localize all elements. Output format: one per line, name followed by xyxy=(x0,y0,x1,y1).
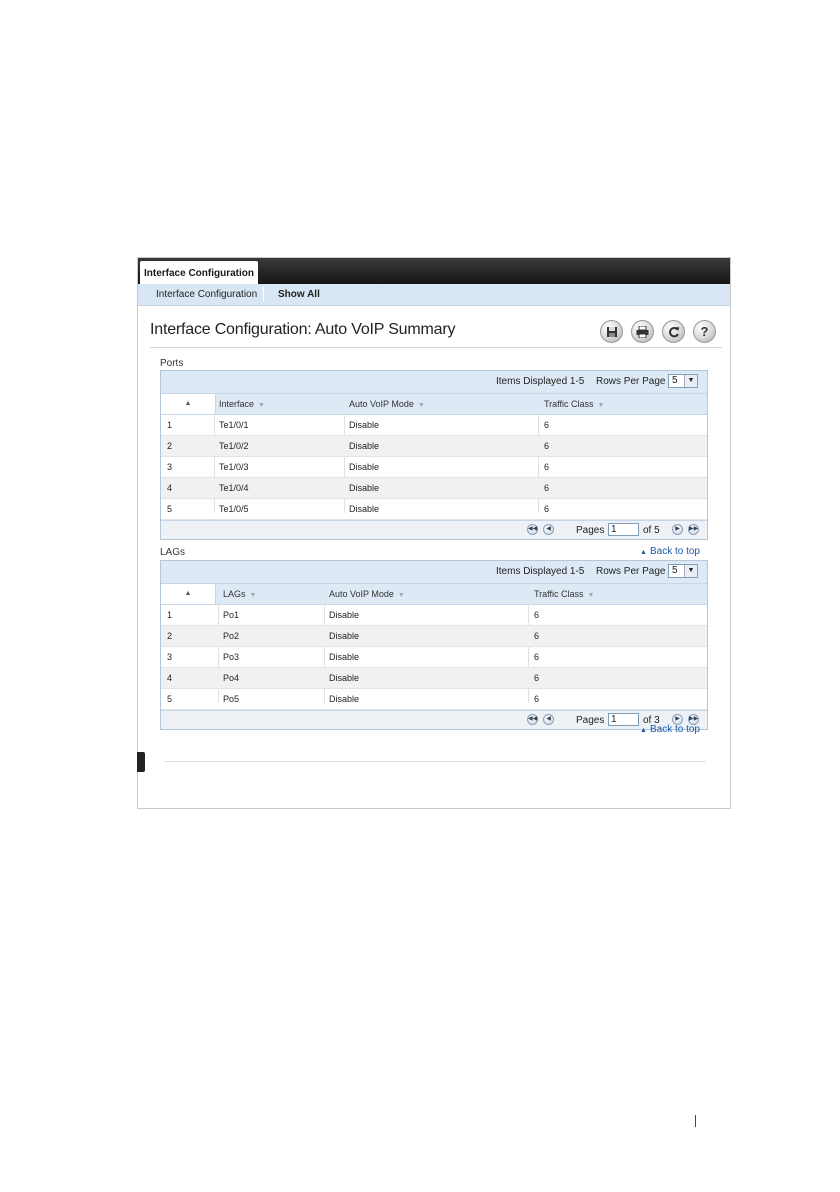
table-row[interactable] xyxy=(161,626,707,647)
row-traffic-class: 6 xyxy=(544,420,550,430)
row-auto-voip-mode: Disable xyxy=(349,441,380,451)
ports-header-traffic-class[interactable] xyxy=(544,394,604,414)
first-page-icon[interactable]: ◀◀ xyxy=(527,714,538,725)
toolbar-icons xyxy=(600,320,716,343)
page-margin-rule xyxy=(695,1115,696,1127)
row-interface: Te1/0/2 xyxy=(219,441,249,451)
table-row[interactable] xyxy=(161,436,707,457)
table-row[interactable] xyxy=(161,457,707,478)
side-edge-tab xyxy=(137,752,145,772)
help-icon[interactable]: ? xyxy=(693,320,716,343)
tab-interface-configuration[interactable]: Interface Configuration xyxy=(140,261,258,284)
row-lag: Po2 xyxy=(223,631,240,641)
sort-down-icon: ▼ xyxy=(258,402,265,409)
row-traffic-class: 6 xyxy=(544,504,550,514)
last-page-icon[interactable]: ▶▶ xyxy=(688,714,699,725)
back-to-top-label: Back to top xyxy=(649,724,700,735)
bottom-divider xyxy=(164,761,706,762)
row-interface: Te1/0/4 xyxy=(219,483,249,493)
lags-pages-label: Pages xyxy=(576,715,605,726)
chevron-down-icon[interactable]: ▼ xyxy=(684,565,697,577)
refresh-icon[interactable] xyxy=(662,320,685,343)
ports-rows-per-page-value: 5 xyxy=(672,375,678,386)
row-auto-voip-mode: Disable xyxy=(329,631,360,641)
print-icon[interactable] xyxy=(631,320,654,343)
row-index: 3 xyxy=(167,462,173,472)
row-lag: Po4 xyxy=(223,673,240,683)
lags-table xyxy=(160,560,708,730)
next-page-icon[interactable]: ▶ xyxy=(672,714,683,725)
row-traffic-class: 6 xyxy=(544,462,550,472)
row-index: 1 xyxy=(167,420,173,430)
ports-page-input[interactable]: 1 xyxy=(608,523,639,536)
ports-table-header xyxy=(161,394,707,415)
row-traffic-class: 6 xyxy=(544,441,550,451)
back-to-top-link-bottom[interactable] xyxy=(640,724,700,735)
lags-pagination xyxy=(161,710,707,729)
row-auto-voip-mode: Disable xyxy=(329,652,360,662)
ports-items-displayed: Items Displayed 1-5 xyxy=(496,376,585,387)
row-auto-voip-mode: Disable xyxy=(349,483,380,493)
next-page-icon[interactable]: ▶ xyxy=(672,524,683,535)
row-index: 4 xyxy=(167,673,173,683)
ports-header-auto-voip-mode-label: Auto VoIP Mode xyxy=(349,399,414,409)
lags-page-input[interactable]: 1 xyxy=(608,713,639,726)
row-traffic-class: 6 xyxy=(534,673,540,683)
lags-header-auto-voip-mode-label: Auto VoIP Mode xyxy=(329,589,394,599)
last-page-icon[interactable]: ▶▶ xyxy=(688,524,699,535)
lags-page-count: of 3 xyxy=(643,715,660,726)
row-interface: Te1/0/3 xyxy=(219,462,249,472)
table-row[interactable] xyxy=(161,668,707,689)
row-auto-voip-mode: Disable xyxy=(349,420,380,430)
row-index: 1 xyxy=(167,610,173,620)
back-to-top-link[interactable] xyxy=(640,546,700,557)
lags-table-toolbar xyxy=(161,561,707,584)
subnav-interface-configuration[interactable]: Interface Configuration xyxy=(156,289,258,300)
back-to-top-label: Back to top xyxy=(649,546,700,557)
app-window xyxy=(137,257,731,809)
ports-header-auto-voip-mode[interactable] xyxy=(349,394,425,414)
row-index: 5 xyxy=(167,504,173,514)
table-row[interactable] xyxy=(161,499,707,520)
arrow-up-icon: ▲ xyxy=(640,549,647,556)
sort-down-icon: ▼ xyxy=(397,592,405,599)
lags-table-header xyxy=(161,584,707,605)
ports-index-sort-header[interactable]: ▲ xyxy=(161,394,216,414)
row-auto-voip-mode: Disable xyxy=(329,610,360,620)
row-index: 3 xyxy=(167,652,173,662)
table-row[interactable] xyxy=(161,647,707,668)
lags-section-label: LAGs xyxy=(160,547,186,558)
row-index: 2 xyxy=(167,631,173,641)
row-auto-voip-mode: Disable xyxy=(349,462,380,472)
table-row[interactable] xyxy=(161,689,707,710)
lags-header-traffic-class-label: Traffic Class xyxy=(534,589,584,599)
title-divider xyxy=(150,347,722,348)
lags-header-lags-label: LAGs xyxy=(223,589,246,599)
chevron-down-icon[interactable]: ▼ xyxy=(684,375,697,387)
ports-header-interface[interactable] xyxy=(219,394,265,414)
ports-page-count: of 5 xyxy=(643,525,660,536)
row-traffic-class: 6 xyxy=(534,694,540,704)
row-lag: Po5 xyxy=(223,694,240,704)
row-auto-voip-mode: Disable xyxy=(349,504,380,514)
sort-down-icon: ▼ xyxy=(597,402,605,409)
ports-rows-per-page-label: Rows Per Page xyxy=(596,376,666,387)
table-row[interactable] xyxy=(161,605,707,626)
ports-pages-label: Pages xyxy=(576,525,605,536)
table-row[interactable] xyxy=(161,415,707,436)
first-page-icon[interactable]: ◀◀ xyxy=(527,524,538,535)
sort-down-icon: ▼ xyxy=(587,592,595,599)
lags-items-displayed: Items Displayed 1-5 xyxy=(496,566,585,577)
sort-down-icon: ▼ xyxy=(417,402,425,409)
ports-table xyxy=(160,370,708,540)
arrow-up-icon: ▲ xyxy=(640,727,647,734)
ports-rows-per-page-select[interactable] xyxy=(668,374,698,388)
ports-table-toolbar xyxy=(161,371,707,394)
row-lag: Po1 xyxy=(223,610,240,620)
lags-header-auto-voip-mode[interactable] xyxy=(329,584,405,604)
lags-rows-per-page-label: Rows Per Page xyxy=(596,566,666,577)
row-traffic-class: 6 xyxy=(544,483,550,493)
row-auto-voip-mode: Disable xyxy=(329,694,360,704)
row-auto-voip-mode: Disable xyxy=(329,673,360,683)
row-traffic-class: 6 xyxy=(534,610,540,620)
lags-header-traffic-class[interactable] xyxy=(534,584,594,604)
top-tab-bar xyxy=(138,258,730,284)
save-icon[interactable] xyxy=(600,320,623,343)
subnav-show-all[interactable]: Show All xyxy=(278,289,320,300)
ports-header-traffic-class-label: Traffic Class xyxy=(544,399,594,409)
row-interface: Te1/0/5 xyxy=(219,504,249,514)
table-row[interactable] xyxy=(161,478,707,499)
row-index: 2 xyxy=(167,441,173,451)
row-index: 4 xyxy=(167,483,173,493)
row-traffic-class: 6 xyxy=(534,652,540,662)
row-index: 5 xyxy=(167,694,173,704)
sub-navigation xyxy=(138,284,730,306)
page-title: Interface Configuration: Auto VoIP Summary xyxy=(150,321,456,338)
lags-rows-per-page-select[interactable] xyxy=(668,564,698,578)
ports-pagination xyxy=(161,520,707,539)
ports-section-label: Ports xyxy=(160,358,184,369)
lags-index-sort-header[interactable]: ▲ xyxy=(161,584,216,604)
row-interface: Te1/0/1 xyxy=(219,420,249,430)
subnav-divider xyxy=(263,287,264,302)
prev-page-icon[interactable]: ◀ xyxy=(543,714,554,725)
prev-page-icon[interactable]: ◀ xyxy=(543,524,554,535)
row-lag: Po3 xyxy=(223,652,240,662)
lags-rows-per-page-value: 5 xyxy=(672,565,678,576)
lags-header-lags[interactable] xyxy=(223,584,256,604)
row-traffic-class: 6 xyxy=(534,631,540,641)
ports-header-interface-label: Interface xyxy=(219,399,255,409)
sort-down-icon: ▼ xyxy=(249,592,257,599)
